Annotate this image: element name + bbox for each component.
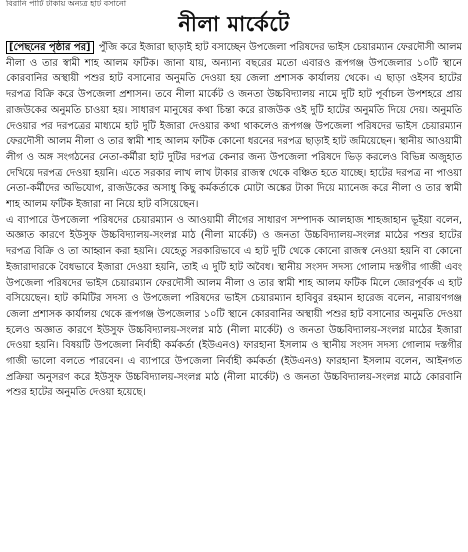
article-paragraph-1 (6, 40, 462, 213)
article-body (6, 40, 462, 550)
paragraph-2-text: এ ব্যাপারে উপজেলা পরিষদের চেয়ারম্যান ও আওয়ামী লীগের সাধারণ সম্পাদক আলহাজ শাহজাহান ভূইয়া বলেন, অজ্ঞাত কারণে ইউসুফ উচ্চবিদ্যালয়-সংলগ্ন মাঠ (নীলা মার্কেট) ও জনতা উচ্চবিদ্যালয়-সংলগ্ন মাঠের পশুর হাটের দরপত্র বিক্রি ও তা আহ্বান করা হয়নি। যেহেতু সরকারিভাবে এ হাট দুটি থেকে কোনো রাজস্ব নেওয়া হয়নি বা কোনো ইজারাদারকে বৈধভাবে ইজারা দেওয়া হয়নি, তাই এ দুটি হাট অবৈধ। স্থানীয় সংসদ সদস্য গোলাম দস্তগীর গাজী এবং উপজেলা পরিষদের ভাইস চেয়ারম্যান ফেরদৌসী আলম নীলা ও তার স্বামী শাহ আলম ফটিক মিলে জোরপূর্বক এ হাট বসিয়েছেন। হাট কমিটির সদস্য ও উপজেলা পরিষদের ভাইস চেয়ারম্যান হাবিবুর রহমান হারেজ বলেন, নারায়ণগঞ্জ জেলা প্রশাসক কার্যালয় থেকে রূপগঞ্জ উপজেলার ১০টি স্থানে কোরবানির অস্থায়ী পশুর হাট বসানোর অনুমতি দেওয়া হলেও অজ্ঞাত কারণে ইউসুফ উচ্চবিদ্যালয়-সংলগ্ন মাঠ (নীলা মার্কেট) ও জনতা উচ্চবিদ্যালয়-সংলগ্ন মাঠের ইজারা দেওয়া হয়নি। বিষয়টি উপজেলা নির্বাহী কর্মকর্তা (ইউএনও) ফারহানা ইসলাম ও স্থানীয় সংসদ সদস্য গোলাম দস্তগীর গাজী ভালো বলতে পারবেন। এ ব্যাপারে উপজেলা নির্বাহী কর্মকর্তা (ইউএনও) ফারহানা ইসলাম বলেন, আইনগত প্রক্রিয়া অনুসরণ করে ইউসুফ উচ্চবিদ্যালয়-সংলগ্ন মাঠ (নীলা মার্কেট) ও জনতা উচ্চবিদ্যালয়-সংলগ্ন মাঠে কোরবানি পশুর হাটের অনুমতি দেওয়া হয়েছে। (6, 214, 462, 399)
article-headline: নীলা মার্কেটে (178, 12, 290, 36)
paragraph-1-text: পুঁজি করে ইজারা ছাড়াই হাট বসাচ্ছেন উপজেলা পরিষদের ভাইস চেয়ারম্যান ফেরদৌসী আলম নীলা ও তার স্বামী শাহ আলম ফটিক। জানা যায়, অন্যান্য বছরের মতো এবারও রূপগঞ্জ উপজেলার ১০টি স্থানে কোরবানির অস্থায়ী পশুর হাট বসানোর অনুমতি দেওয়া হয় জেলা প্রশাসক কার্যালয় থেকে। এ ছাড়া ওইসব হাটের দরপত্র বিক্রি করে উপজেলা প্রশাসন। তবে নীলা মার্কেট ও জনতা উচ্চবিদ্যালয় নামে দুটি হাট পূর্বাচল উপশহরে প্রায় রাজউকের অনুমতি চাওয়া হয়। সাধারণ মানুষের কথা চিন্তা করে রাজউক ওই দুটি হাটের অনুমতি দিয়ে দেয়। অনুমতি দেওয়ার পর দরপত্রের মাধ্যমে হাট দুটি ইজারা দেওয়ার কথা থাকলেও রূপগঞ্জ উপজেলা পরিষদের ভাইস চেয়ারম্যান ফেরদৌসী আলম নীলা ও তার স্বামী শাহ আলম ফটিক কোনো ধরনের দরপত্র ছাড়াই হাট জমিয়েছেন। স্থানীয় আওয়ামী লীগ ও অঙ্গ সংগঠনের নেতা-কর্মীরা হাট দুটির দরপত্র কেনার জন্য উপজেলা পরিষদে ভিড় করলেও বিভিন্ন অজুহাত দেখিয়ে দরপত্র দেওয়া হয়নি। এতে সরকার লাখ লাখ টাকার রাজস্ব থেকে বঞ্চিত হতে যাচ্ছে। হাটের দরপত্র না পাওয়া নেতা-কর্মীদের অভিযোগ, রাজউকের অসাধু কিছু কর্মকর্তাকে মোটা অঙ্কের টাকা দিয়ে ম্যানেজ করে নীলা ও তার স্বামী শাহ আলম ফটিক ইজারা না নিয়ে হাট বসিয়েছেন। (6, 42, 462, 211)
previous-article-strip: বিরানি পার্টি টাকায় অন্যত্র হাট বসানো (6, 0, 127, 8)
article-paragraph-2 (6, 213, 462, 401)
continued-from-tag: [পেছনের পৃষ্ঠার পর] (6, 41, 94, 54)
